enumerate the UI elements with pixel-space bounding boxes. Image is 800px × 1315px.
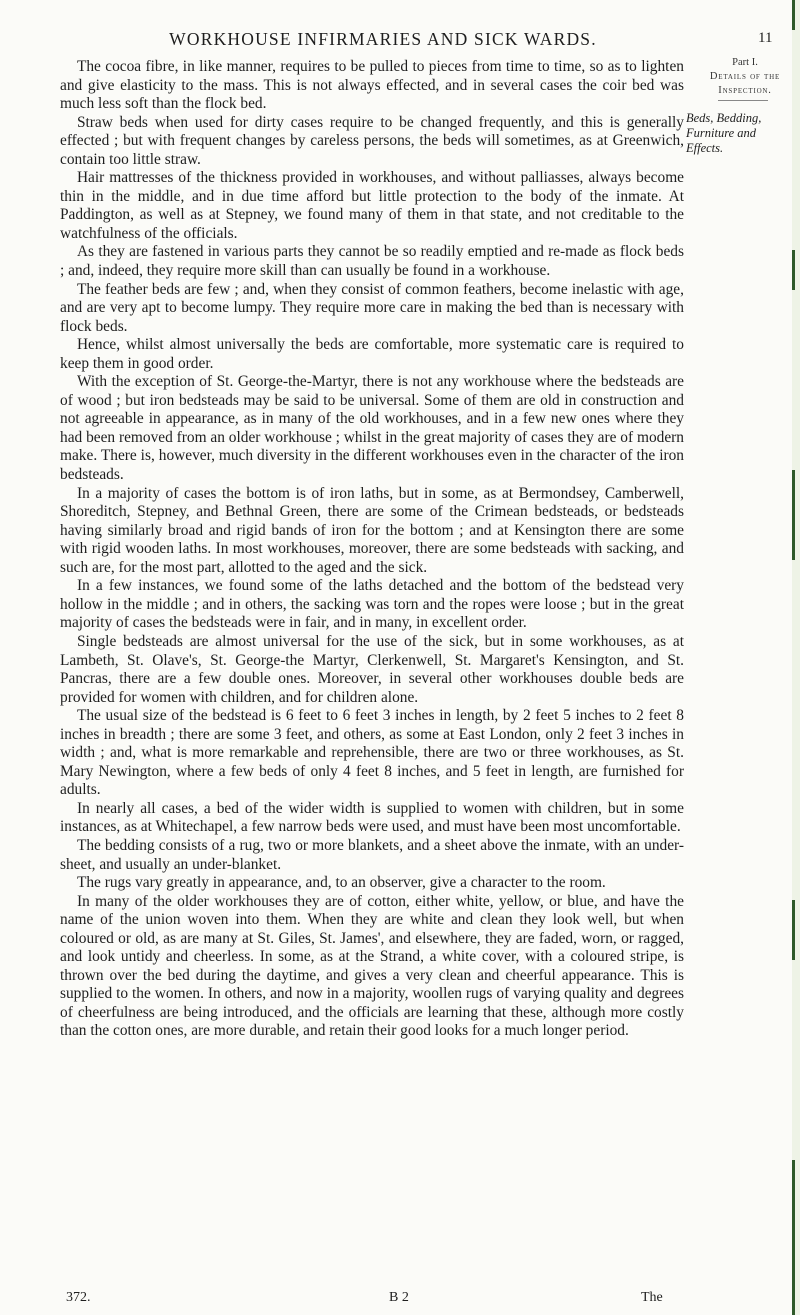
catchword: The — [641, 1290, 663, 1305]
print-code: 372. — [66, 1290, 91, 1305]
page-number: 11 — [758, 30, 773, 46]
margin-note-line3: Effects. — [686, 141, 724, 155]
paragraph: The rugs vary greatly in appearance, and, to an observer, give a character to the room. — [76, 874, 606, 892]
margin-note-line1: Beds, Bedding, — [686, 111, 762, 125]
running-header: WORKHOUSE INFIRMARIES AND SICK WARDS. — [169, 29, 597, 49]
margin-note-line2: Furniture and — [686, 126, 757, 140]
paragraph: In nearly all cases, a bed of the wider width is supplied to women with children, but in some instances, as at Whitechapel, a few narrow beds were used, and must have been most uncomfortable. — [60, 799, 684, 836]
paragraph: With the exception of St. George-the-Martyr, there is not any workhouse where the bedsteads are of wood ; but iron bedsteads may be said to be universal. Some of them are old in construction and not agreeable in appearance, as in many of the old workhouses, and in a few new ones where they had been removed from an older workhouse ; whilst in the great majority of cases they are of modern make. There is, however, much diversity in the different workhouses even in the character of the iron bedsteads. — [60, 373, 684, 484]
page-edge-binding — [792, 0, 800, 1315]
margin-details-line1: Details of the — [709, 71, 781, 82]
body-text — [60, 58, 684, 1041]
paragraph: Single bedsteads are almost universal for the use of the sick, but in some workhouses, as at Lambeth, St. Olave's, St. George-the Martyr, Clerkenwell, St. Margaret's Kensington, and St. Pancras, there are a few double ones. Moreover, in several other workhouses double beds are provided for women with children, and for children alone. — [60, 632, 684, 706]
signature-mark: B 2 — [389, 1290, 409, 1305]
paragraph: The feather beds are few ; and, when they consist of common feathers, become inelastic with age, and are very apt to become lumpy. They require more care in making the bed than is necessary with flock beds. — [60, 280, 684, 335]
paragraph: The cocoa fibre, in like manner, requires to be pulled to pieces from time to time, so as to lighten and give elasticity to the mass. This is not always effected, and in several cases the coir bed was much less soft than the flock bed. — [60, 58, 684, 113]
paragraph: Hair mattresses of the thickness provided in workhouses, and without palliasses, always become thin in the middle, and in due time afford but little protection to the body of the inmate. At Paddington, as well as at Stepney, we found many of them in that state, and not creditable to the watchfulness of the officials. — [60, 169, 684, 242]
paragraph: The usual size of the bedstead is 6 feet to 6 feet 3 inches in length, by 2 feet 5 inches to 2 feet 8 inches in breadth ; there are some 3 feet, and others, as some at East London, only 2 feet 3 inches in width ; and, what is more remarkable and reprehensible, there are two or three workhouses, as St. Mary Newington, where a few beds of only 4 feet 8 inches, and 5 feet in length, are furnished for adults. — [60, 707, 684, 799]
paragraph: The bedding consists of a rug, two or more blankets, and a sheet above the inmate, with an under-sheet, and usually an under-blanket. — [60, 836, 684, 873]
margin-details-line2: Inspection. — [718, 85, 772, 96]
paragraph: In many of the older workhouses they are of cotton, either white, yellow, or blue, and have the name of the union woven into them. When they are white and clean they look well, but when coloured or old, as are many at St. Giles, St. James', and elsewhere, they are faded, worn, or ragged, and look untidy and cheerless. In some, as at the Strand, a white cover, with a coloured stripe, is thrown over the bed during the daytime, and gives a very clean and cheerful appearance. This is supplied to the women. In others, and now in a majority, woollen rugs of varying quality and degrees of cheerfulness are being introduced, and the officials are learning that these, although more costly than the cotton ones, are more durable, and retain their good looks for a much longer period. — [60, 892, 684, 1040]
margin-section-heading — [690, 56, 800, 98]
paragraph: In a few instances, we found some of the laths detached and the bottom of the bedstead very hollow in the middle ; and in others, the sacking was torn and the ropes were loose ; but in the great majority of cases the bedsteads were in fair, and in many, in excellent order. — [60, 577, 684, 632]
paragraph: In a majority of cases the bottom is of iron laths, but in some, as at Bermondsey, Camberwell, Shoreditch, Stepney, and Bethnal Green, there are some of the Crimean bedsteads, or bedsteads having similarly broad and rigid bands of iron for the bottom ; and at Kensington there are some with rigid wooden laths. In most workhouses, moreover, there are some bedsteads with sacking, and such are, for the most part, allotted to the aged and the sick. — [60, 484, 684, 576]
margin-divider — [718, 100, 768, 101]
paragraph: Straw beds when used for dirty cases require to be changed frequently, and this is generally effected ; but with frequent changes by careless persons, the beds will sometimes, as at Greenwich, contain too little straw. — [60, 113, 684, 168]
paragraph: As they are fastened in various parts they cannot be so readily emptied and re-made as flock beds ; and, indeed, they require more skill than can usually be found in a workhouse. — [60, 243, 684, 280]
paragraph: Hence, whilst almost universally the beds are comfortable, more systematic care is required to keep them in good order. — [60, 336, 684, 372]
margin-part: Part I. — [732, 57, 758, 68]
margin-note — [686, 111, 770, 156]
